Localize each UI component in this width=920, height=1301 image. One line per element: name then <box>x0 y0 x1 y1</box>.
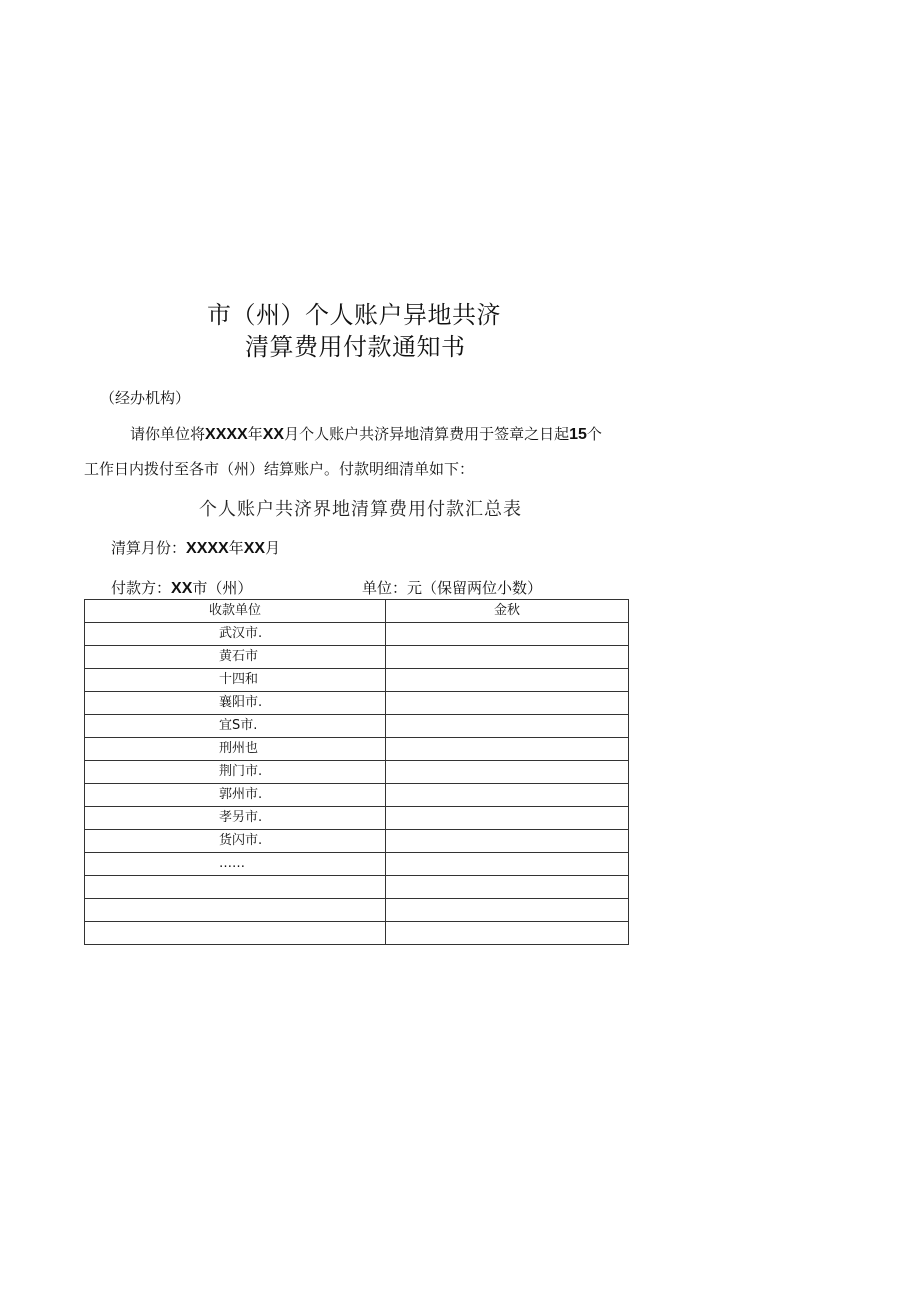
notice-paragraph-line-1 <box>130 423 602 444</box>
table-header-row <box>85 600 629 623</box>
notice-text-b: 年 <box>247 425 263 443</box>
settlement-yue: 月 <box>265 539 281 557</box>
table-row <box>85 922 629 945</box>
table-row <box>85 738 629 761</box>
settlement-month <box>111 537 280 558</box>
notice-days-number: 15 <box>569 426 587 443</box>
amount-cell <box>386 692 629 715</box>
amount-cell <box>386 784 629 807</box>
notice-paragraph-line-2: 工作日内拨付至各市（州）结算账户。付款明细清单如下： <box>84 460 475 478</box>
payee-cell: 武汉市. <box>85 623 386 646</box>
amount-cell <box>386 715 629 738</box>
settlement-month-label: 清算月份： <box>111 539 187 557</box>
payer-city-placeholder: XX <box>171 580 193 597</box>
amount-cell <box>386 738 629 761</box>
payee-cell <box>85 899 386 922</box>
amount-cell <box>386 876 629 899</box>
table-row <box>85 646 629 669</box>
table-title: 个人账户共济界地清算费用付款汇总表 <box>199 499 522 520</box>
settlement-nian: 年 <box>228 539 244 557</box>
payee-cell <box>85 876 386 899</box>
payee-cell: 宜S市. <box>85 715 386 738</box>
table-row <box>85 853 629 876</box>
table-row <box>85 876 629 899</box>
table-row <box>85 692 629 715</box>
amount-cell <box>386 899 629 922</box>
notice-text-c: 月个人账户共济异地清算费用于签章之日起 <box>284 425 570 443</box>
amount-cell <box>386 646 629 669</box>
payee-cell: 黄石市 <box>85 646 386 669</box>
table-row <box>85 784 629 807</box>
table-row <box>85 830 629 853</box>
payee-cell: 货闪市. <box>85 830 386 853</box>
payee-cell <box>85 922 386 945</box>
amount-cell <box>386 761 629 784</box>
payer-label: 付款方： <box>111 579 172 597</box>
payee-cell: 刑州也 <box>85 738 386 761</box>
payee-cell: 襄阳市. <box>85 692 386 715</box>
table-row <box>85 807 629 830</box>
amount-cell <box>386 853 629 876</box>
table-row <box>85 761 629 784</box>
title-line-2: 清算费用付款通知书 <box>245 333 466 361</box>
table-row <box>85 715 629 738</box>
payer-line <box>111 577 252 598</box>
amount-cell <box>386 669 629 692</box>
amount-cell <box>386 922 629 945</box>
amount-cell <box>386 830 629 853</box>
notice-year-placeholder: XXXX <box>205 426 248 443</box>
table-row <box>85 623 629 646</box>
notice-text-a: 请你单位将 <box>130 425 206 443</box>
notice-text-d: 个 <box>586 425 602 443</box>
header-payee: 收款单位 <box>85 600 386 623</box>
amount-cell <box>386 807 629 830</box>
currency-unit-note: 单位：元（保留两位小数） <box>362 579 543 597</box>
payment-summary-table <box>84 599 629 945</box>
payee-cell: 荆门市. <box>85 761 386 784</box>
payee-cell: 郭州市. <box>85 784 386 807</box>
header-amount: 金秋 <box>386 600 629 623</box>
payer-suffix: 市（州） <box>192 579 253 597</box>
amount-cell <box>386 623 629 646</box>
table-row <box>85 899 629 922</box>
payee-cell: 十四和 <box>85 669 386 692</box>
settlement-month-placeholder: XX <box>243 540 266 557</box>
table-row <box>85 669 629 692</box>
recipient-label: （经办机构） <box>100 389 191 407</box>
payee-cell: …… <box>85 853 386 876</box>
settlement-year-placeholder: XXXX <box>186 540 229 557</box>
notice-month-placeholder: XX <box>262 426 285 443</box>
payee-cell: 孝另市. <box>85 807 386 830</box>
title-line-1: 市（州）个人账户异地共济 <box>207 301 501 329</box>
